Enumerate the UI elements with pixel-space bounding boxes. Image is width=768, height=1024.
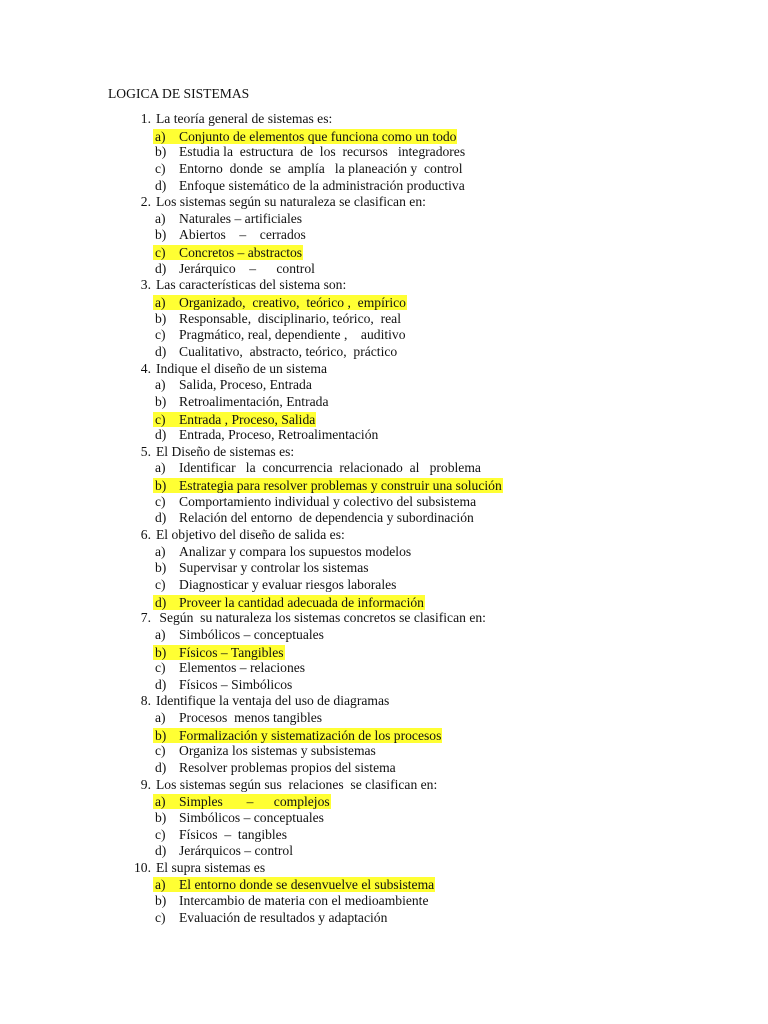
option-letter: a): [155, 877, 166, 893]
question-number: 3.: [140, 277, 151, 293]
question-number: 10.: [134, 859, 151, 875]
option-letter: b): [155, 144, 167, 160]
answer-highlight: [153, 129, 457, 144]
option-letter: d): [155, 177, 167, 193]
option-letter: b): [155, 478, 167, 494]
answer-option: [0, 544, 768, 561]
question-text: Identifique la ventaja del uso de diagramas: [156, 693, 390, 709]
option-letter: d): [155, 510, 167, 526]
answer-highlight: [153, 645, 285, 660]
question-number: 4.: [140, 360, 151, 376]
answer-highlight: [153, 245, 303, 260]
option-letter: b): [155, 809, 167, 825]
option-letter: a): [155, 460, 166, 476]
answer-highlight: [153, 728, 442, 743]
option-text: Físicos – tangibles: [179, 826, 287, 842]
answer-option: [0, 427, 768, 444]
option-text: Entrada , Proceso, Salida: [179, 411, 316, 427]
answer-option: [0, 627, 768, 644]
question-text: Indique el diseño de un sistema: [156, 360, 328, 376]
answer-option: [0, 261, 768, 278]
question-item: [0, 527, 768, 544]
option-text: Formalización y sistematización de los procesos: [179, 727, 442, 743]
answer-option-highlighted: [0, 876, 768, 893]
option-letter: c): [155, 909, 166, 925]
answer-option-highlighted: [0, 294, 768, 311]
answer-option: [0, 710, 768, 727]
question-number: 1.: [140, 111, 151, 126]
option-text: Simbólicos – conceptuales: [179, 626, 324, 642]
option-text: Entorno donde se amplía la planeación y control: [179, 160, 463, 176]
highlight-mark: [153, 478, 503, 493]
highlight-mark: [153, 245, 303, 260]
question-text: El supra sistemas es: [156, 859, 266, 875]
answer-highlight: [153, 412, 316, 427]
highlight-mark: [153, 129, 457, 144]
option-text: Diagnosticar y evaluar riesgos laborales: [179, 576, 397, 592]
option-text: Enfoque sistemático de la administración productiva: [179, 177, 465, 193]
option-text: Resolver problemas propios del sistema: [179, 759, 396, 775]
option-letter: a): [155, 377, 166, 393]
option-letter: c): [155, 493, 166, 509]
document-title: LOGICA DE SISTEMAS: [108, 86, 250, 101]
highlight-mark: [153, 412, 316, 427]
answer-option: [0, 910, 768, 927]
option-letter: a): [155, 710, 166, 726]
option-letter: b): [155, 393, 167, 409]
option-text: Simples – complejos: [179, 794, 330, 810]
answer-option: [0, 743, 768, 760]
option-letter: d): [155, 759, 167, 775]
option-text: Cualitativo, abstracto, teórico, práctico: [179, 343, 398, 359]
highlight-mark: [153, 645, 285, 660]
answer-option: [0, 211, 768, 228]
option-text: Organiza los sistemas y subsistemas: [179, 743, 376, 759]
answer-option-highlighted: [0, 594, 768, 611]
option-text: Estudia la estructura de los recursos integradores: [179, 144, 466, 160]
option-text: Concretos – abstractos: [179, 245, 303, 261]
answer-option: [0, 827, 768, 844]
question-item: [0, 777, 768, 794]
answer-option: [0, 577, 768, 594]
option-letter: d): [155, 343, 167, 359]
option-text: Entrada, Proceso, Retroalimentación: [179, 427, 379, 443]
answer-option: [0, 227, 768, 244]
option-text: Organizado, creativo, teórico , empírico: [179, 295, 406, 311]
option-letter: b): [155, 310, 167, 326]
answer-option: [0, 843, 768, 860]
option-text: Físicos – Tangibles: [179, 644, 284, 660]
option-letter: b): [155, 227, 167, 243]
option-letter: c): [155, 411, 166, 427]
option-text: Comportamiento individual y colectivo del subsistema: [179, 493, 477, 509]
answer-option-highlighted: [0, 244, 768, 261]
answer-option: [0, 327, 768, 344]
answer-option: [0, 660, 768, 677]
question-text: Los sistemas según sus relaciones se clasifican en:: [156, 776, 438, 792]
option-letter: a): [155, 543, 166, 559]
question-number: 8.: [140, 693, 151, 709]
highlight-mark: [153, 877, 435, 892]
answer-option: [0, 144, 768, 161]
question-list: [0, 111, 768, 926]
option-letter: a): [155, 626, 166, 642]
option-letter: b): [155, 644, 167, 660]
answer-option: [0, 311, 768, 328]
answer-option: [0, 560, 768, 577]
option-letter: c): [155, 327, 166, 343]
question-number: 6.: [140, 527, 151, 543]
question-item: [0, 361, 768, 378]
answer-option-highlighted: [0, 793, 768, 810]
question-number: 2.: [140, 194, 151, 210]
answer-highlight: [153, 295, 407, 310]
question-item: [0, 610, 768, 627]
option-letter: d): [155, 260, 167, 276]
option-letter: c): [155, 576, 166, 592]
highlight-mark: [153, 595, 425, 610]
answer-option: [0, 161, 768, 178]
answer-option: [0, 810, 768, 827]
option-letter: d): [155, 427, 167, 443]
option-letter: b): [155, 893, 167, 909]
option-letter: c): [155, 743, 166, 759]
answer-option-highlighted: [0, 128, 768, 145]
question-text: Las características del sistema son:: [156, 277, 347, 293]
question-item: [0, 860, 768, 877]
option-text: Conjunto de elementos que funciona como un todo: [179, 128, 457, 144]
option-text: Analizar y compara los supuestos modelos: [179, 543, 412, 559]
option-text: Simbólicos – conceptuales: [179, 809, 324, 825]
option-text: Supervisar y controlar los sistemas: [179, 560, 369, 576]
option-text: Identificar la concurrencia relacionado al problema: [179, 460, 481, 476]
question-text: Según su naturaleza los sistemas concretos se clasifican en:: [156, 610, 486, 626]
question-item: [0, 277, 768, 294]
question-item: [0, 194, 768, 211]
option-text: Intercambio de materia con el medioambiente: [179, 893, 429, 909]
question-text: El objetivo del diseño de salida es:: [156, 527, 345, 543]
answer-option: [0, 394, 768, 411]
answer-highlight: [153, 877, 435, 892]
option-letter: c): [155, 660, 166, 676]
option-text: Jerárquico – control: [179, 260, 315, 276]
option-letter: a): [155, 128, 166, 144]
option-text: Retroalimentación, Entrada: [179, 393, 329, 409]
question-text: Los sistemas según su naturaleza se clasifican en:: [156, 194, 426, 210]
option-text: Proveer la cantidad adecuada de información: [179, 594, 424, 610]
option-text: Relación del entorno de dependencia y subordinación: [179, 510, 474, 526]
option-letter: b): [155, 560, 167, 576]
option-text: Naturales – artificiales: [179, 210, 303, 226]
answer-option: [0, 893, 768, 910]
option-text: Físicos – Simbólicos: [179, 676, 293, 692]
question-item: [0, 111, 768, 128]
option-text: Estrategia para resolver problemas y construir una solución: [179, 478, 502, 494]
option-letter: b): [155, 727, 167, 743]
question-item: [0, 444, 768, 461]
question-text: La teoría general de sistemas es:: [156, 111, 333, 126]
answer-option: [0, 344, 768, 361]
option-letter: a): [155, 794, 166, 810]
answer-highlight: [153, 595, 425, 610]
question-number: 7.: [140, 610, 151, 626]
highlight-mark: [153, 794, 331, 809]
option-letter: c): [155, 826, 166, 842]
answer-option-highlighted: [0, 411, 768, 428]
option-letter: a): [155, 210, 166, 226]
option-text: Responsable, disciplinario, teórico, real: [179, 310, 401, 326]
option-text: El entorno donde se desenvuelve el subsistema: [179, 877, 435, 893]
option-text: Procesos menos tangibles: [179, 710, 323, 726]
answer-option: [0, 460, 768, 477]
option-text: Elementos – relaciones: [179, 660, 306, 676]
answer-option-highlighted: [0, 644, 768, 661]
answer-option: [0, 377, 768, 394]
answer-option: [0, 178, 768, 195]
answer-highlight: [153, 478, 503, 493]
question-number: 9.: [140, 776, 151, 792]
answer-option: [0, 494, 768, 511]
highlight-mark: [153, 728, 442, 743]
option-text: Pragmático, real, dependiente , auditivo: [179, 327, 406, 343]
answer-option-highlighted: [0, 477, 768, 494]
question-text: El Diseño de sistemas es:: [156, 443, 295, 459]
option-letter: c): [155, 245, 166, 261]
option-text: Evaluación de resultados y adaptación: [179, 909, 388, 925]
option-letter: d): [155, 594, 167, 610]
option-letter: d): [155, 676, 167, 692]
answer-option: [0, 677, 768, 694]
answer-option: [0, 760, 768, 777]
option-letter: a): [155, 295, 166, 311]
option-text: Abiertos – cerrados: [179, 227, 306, 243]
answer-option: [0, 510, 768, 527]
question-item: [0, 693, 768, 710]
answer-highlight: [153, 794, 331, 809]
highlight-mark: [153, 295, 407, 310]
answer-option-highlighted: [0, 727, 768, 744]
option-text: Salida, Proceso, Entrada: [179, 377, 312, 393]
option-letter: d): [155, 843, 167, 859]
option-text: Jerárquicos – control: [179, 843, 294, 859]
question-number: 5.: [140, 443, 151, 459]
option-letter: c): [155, 160, 166, 176]
